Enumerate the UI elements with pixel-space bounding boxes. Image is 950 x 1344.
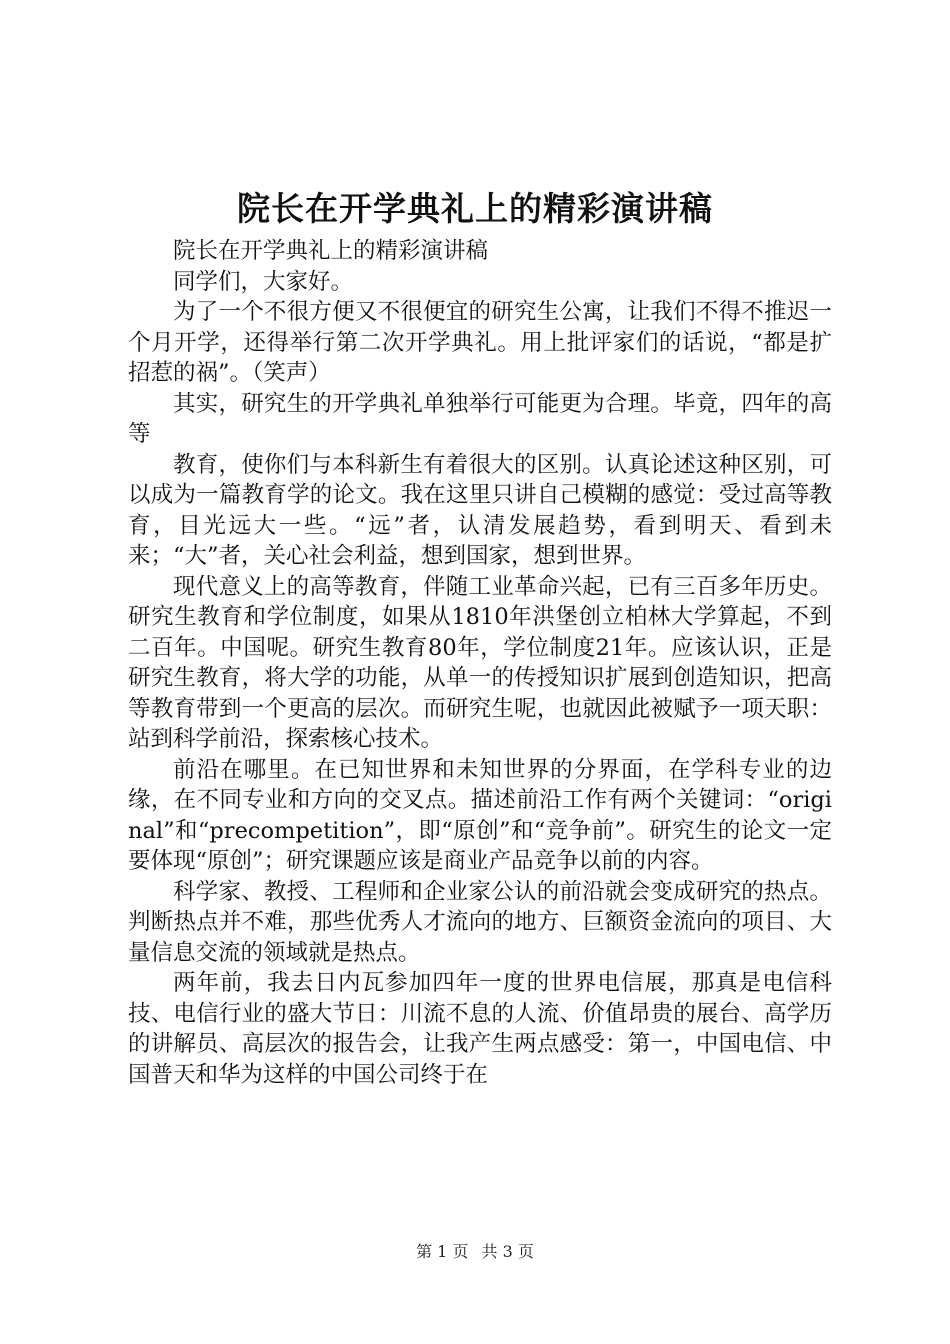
paragraph: 其实，研究生的开学典礼单独举行可能更为合理。毕竟，四年的高等 — [128, 390, 832, 447]
paragraph: 科学家、教授、工程师和企业家公认的前沿就会变成研究的热点。判断热点并不难，那些优秀人才流向的地方、巨额资金流向的项目、大量信息交流的领域就是热点。 — [128, 878, 832, 966]
paragraph: 教育，使你们与本科新生有着很大的区别。认真论述这种区别，可以成为一篇教育学的论文。我在这里只讲自己模糊的感觉：受过高等教育，目光远大一些。“远”者，认清发展趋势，看到明天、看到未来；“大”者，关心社会利益，想到国家，想到世界。 — [128, 451, 832, 569]
paragraph-greeting: 同学们，大家好。 — [173, 268, 354, 295]
paragraph: 为了一个不很方便又不很便宜的研究生公寓，让我们不得不推迟一个月开学，还得举行第二次开学典礼。用上批评家们的话说，“都是扩招惹的祸”。（笑声） — [128, 299, 832, 386]
paragraph: 现代意义上的高等教育，伴随工业革命兴起，已有三百多年历史。研究生教育和学位制度，如果从1810年洪堡创立柏林大学算起，不到二百年。中国呢。研究生教育80年，学位制度21年。应该认识，正是研究生教育，将大学的功能，从单一的传授知识扩展到创造知识，把高等教育带到一个更高的层次。而研究生呢，也就因此被赋予一项天职：站到科学前沿，探索核心技术。 — [128, 573, 832, 752]
paragraph: 两年前，我去日内瓦参加四年一度的世界电信展，那真是电信科技、电信行业的盛大节日：川流不息的人流、价值昂贵的展台、高学历的讲解员、高层次的报告会，让我产生两点感受：第一，中国电信、中国普天和华为这样的中国公司终于在 — [128, 970, 832, 1088]
page-footer — [0, 1240, 950, 1264]
document-body — [128, 236, 832, 1090]
paragraph-heading-repeat: 院长在开学典礼上的精彩演讲稿 — [173, 238, 489, 264]
document-title: 院长在开学典礼上的精彩演讲稿 — [237, 189, 713, 228]
paragraph: 前沿在哪里。在已知世界和未知世界的分界面，在学科专业的边缘，在不同专业和方向的交叉点。描述前沿工作有两个关键词：“original”和“precompetition”，即“原创”和“竞争前”。研究生的论文一定要体现“原创”；研究课题应该是商业产品竞争以前的内容。 — [128, 756, 832, 874]
page-number: 第 1 页 — [416, 1242, 469, 1261]
page-total: 共 3 页 — [481, 1242, 534, 1261]
